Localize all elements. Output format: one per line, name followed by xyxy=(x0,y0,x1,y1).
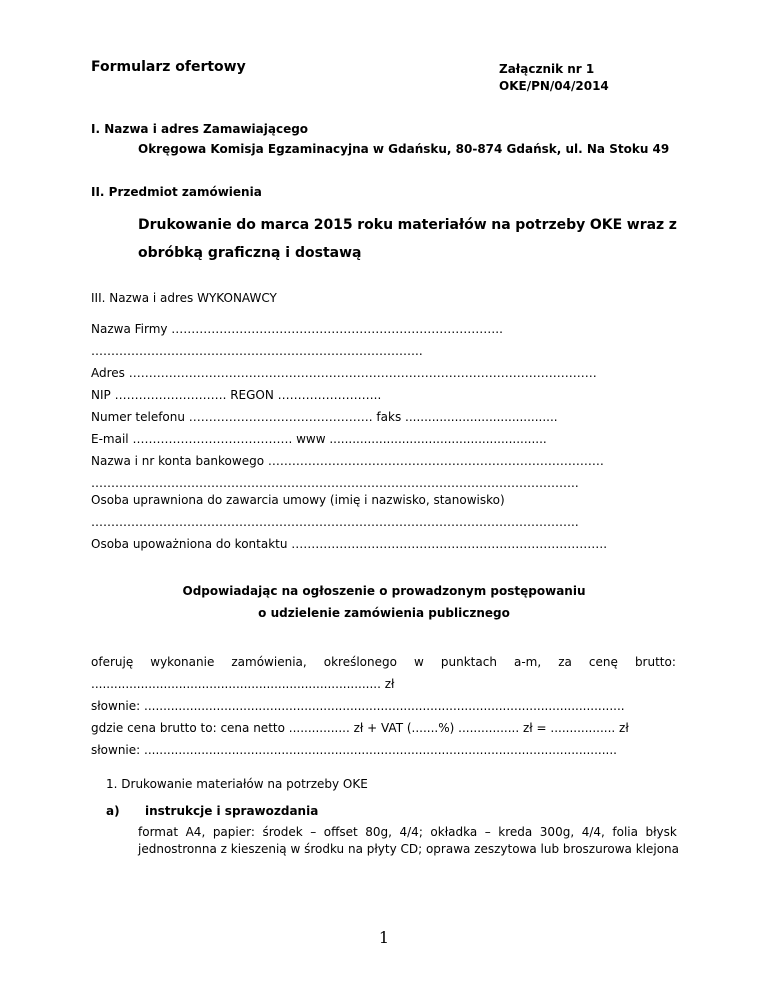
item-1-heading: 1. Drukowanie materiałów na potrzeby OKE xyxy=(106,777,368,791)
response-heading-line-2: o udzielenie zamówienia publicznego xyxy=(258,606,510,620)
item-a-label: a) xyxy=(106,804,120,818)
section-2-heading: II. Przedmiot zamówienia xyxy=(91,185,262,199)
description-word: format xyxy=(138,825,179,839)
subject-word: do xyxy=(236,217,256,233)
item-a-description-line-2: jednostronna z kieszenią w środku na płyty CD; oprawa zeszytowa lub broszurowa klejona xyxy=(138,842,680,856)
section-3-heading: III. Nazwa i adres WYKONAWCY xyxy=(91,291,277,305)
subject-word: Drukowanie xyxy=(138,217,232,233)
reference-number: OKE/PN/04/2014 xyxy=(499,79,609,93)
description-word: folia xyxy=(612,825,638,839)
gross-price-field[interactable]: ............................................................................ zł xyxy=(91,677,395,691)
response-heading-line-1: Odpowiadając na ogłoszenie o prowadzonym postępowaniu xyxy=(182,584,586,598)
offer-word: cenę xyxy=(588,655,618,669)
address-field[interactable]: Adres ……………………………………………………………………………………………………… xyxy=(91,366,597,380)
company-name-field[interactable]: Nazwa Firmy ……………………………………………………………………….. xyxy=(91,322,503,336)
offer-word: zamówienia, xyxy=(231,655,307,669)
subject-word: z xyxy=(668,217,677,233)
offer-word: za xyxy=(558,655,572,669)
offer-word: określonego xyxy=(323,655,397,669)
description-word: środek xyxy=(262,825,303,839)
authorized-person-label: Osoba uprawniona do zawarcia umowy (imię i nazwisko, stanowisko) xyxy=(91,493,505,507)
subject-word: wraz xyxy=(626,217,665,233)
offer-word: brutto: xyxy=(634,655,676,669)
bank-account-field[interactable]: Nazwa i nr konta bankowego ………………………………………………………………………… xyxy=(91,454,604,468)
description-word: papier: xyxy=(212,825,255,839)
subject-word: OKE xyxy=(589,217,623,233)
offer-word: oferuję xyxy=(91,655,134,669)
contracting-authority-address: Okręgowa Komisja Egzaminacyjna w Gdańsku, 80-874 Gdańsk, ul. Na Stoku 49 xyxy=(138,142,670,156)
description-word: A4, xyxy=(185,825,206,839)
page-number: 1 xyxy=(378,928,390,947)
net-vat-field[interactable]: gdzie cena brutto to: cena netto ................ zł + VAT (.......%) ................ zł = ................. zł xyxy=(91,721,629,735)
net-price-words-field[interactable]: słownie: ............................................................................................................................ xyxy=(91,743,617,757)
description-word: okładka xyxy=(430,825,478,839)
offer-word: wykonanie xyxy=(150,655,215,669)
subject-line-1 xyxy=(138,217,677,233)
bank-account-field-cont[interactable]: ………………………………………………………………………………………………………….. xyxy=(91,476,579,490)
description-word: 4/4; xyxy=(399,825,423,839)
description-word: 80g, xyxy=(365,825,392,839)
email-www-field[interactable]: E-mail …………………………………. www ......................................................... xyxy=(91,432,547,446)
subject-word: materiałów xyxy=(397,217,487,233)
subject-line-2: obróbką graficzną i dostawą xyxy=(138,245,362,261)
nip-regon-field[interactable]: NIP ………………………. REGON …………………….. xyxy=(91,388,382,402)
description-word: offset xyxy=(323,825,358,839)
gross-price-words-field[interactable]: słownie: .............................................................................................................................. xyxy=(91,699,625,713)
annex-label: Załącznik nr 1 xyxy=(499,62,595,76)
item-a-description-line-1 xyxy=(138,825,677,839)
item-a-title: instrukcje i sprawozdania xyxy=(145,804,319,818)
phone-fax-field[interactable]: Numer telefonu ………………………………………. faks ........................................ xyxy=(91,410,558,424)
subject-word: 2015 xyxy=(313,217,353,233)
subject-word: marca xyxy=(260,217,310,233)
description-word: kreda xyxy=(498,825,533,839)
subject-word: potrzeby xyxy=(515,217,586,233)
offer-statement xyxy=(91,655,676,669)
description-word: – xyxy=(310,825,317,839)
description-word: błysk xyxy=(645,825,677,839)
description-word: 4/4, xyxy=(581,825,605,839)
description-word: – xyxy=(484,825,491,839)
company-name-field-cont[interactable]: ……………………………………………………………………….. xyxy=(91,344,423,358)
subject-word: roku xyxy=(357,217,394,233)
offer-word: w xyxy=(414,655,424,669)
description-word: 300g, xyxy=(539,825,575,839)
offer-word: punktach xyxy=(440,655,497,669)
contact-person-field[interactable]: Osoba upoważniona do kontaktu ……………………………………………………………………. xyxy=(91,537,608,551)
offer-word: a-m, xyxy=(513,655,542,669)
authorized-person-field[interactable]: ………………………………………………………………………………………………………….. xyxy=(91,515,579,529)
section-1-heading: I. Nazwa i adres Zamawiającego xyxy=(91,122,309,136)
form-title: Formularz ofertowy xyxy=(91,59,246,75)
subject-word: na xyxy=(491,217,511,233)
